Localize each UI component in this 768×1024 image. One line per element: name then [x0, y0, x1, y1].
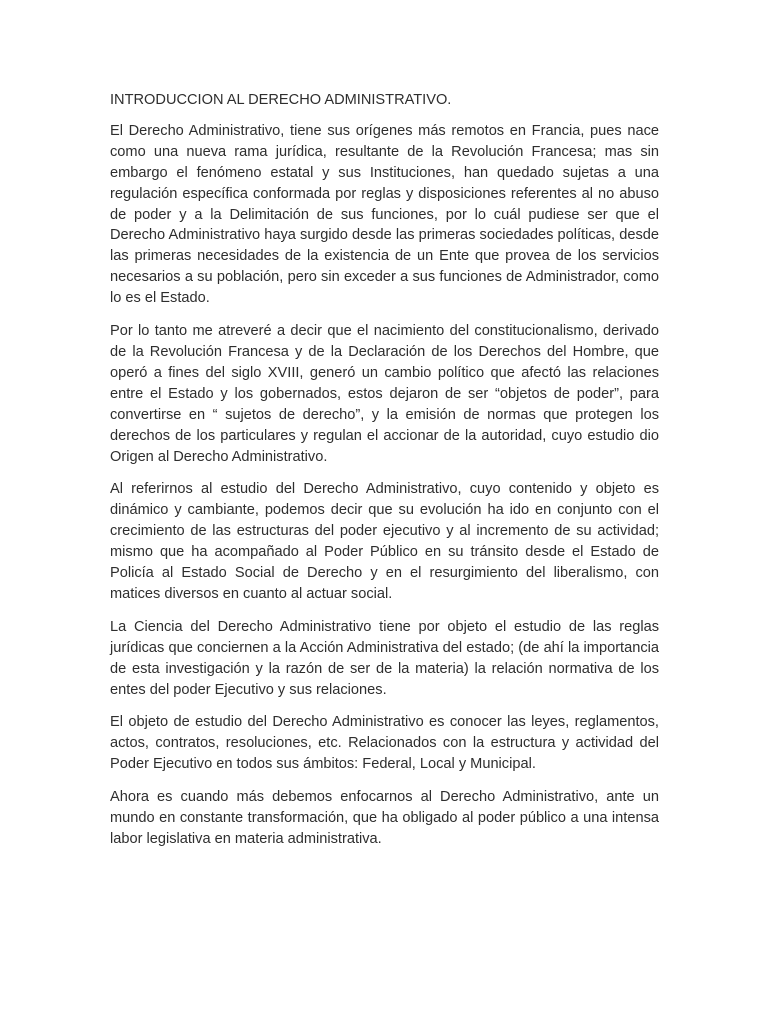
paragraph-4: La Ciencia del Derecho Administrativo tiene por objeto el estudio de las reglas jurídicas que conciernen a la Acción Administrativa del estado; (de ahí la importancia de esta investigación y la razón de ser de la materia) la relación normativa de los entes del poder Ejecutivo y sus relaciones. — [110, 618, 659, 698]
document-body — [110, 90, 659, 862]
document-title: INTRODUCCION AL DERECHO ADMINISTRATIVO. — [110, 92, 452, 108]
paragraph-5: El objeto de estudio del Derecho Administrativo es conocer las leyes, reglamentos, actos, contratos, resoluciones, etc. Relacionados con la estructura y actividad del Poder Ejecutivo en todos sus ámbitos: Federal, Local y Municipal. — [110, 714, 659, 773]
paragraph-6: Ahora es cuando más debemos enfocarnos al Derecho Administrativo, ante un mundo en constante transformación, que ha obligado al poder público a una intensa labor legislativa en materia administrativa. — [110, 789, 659, 847]
paragraph-2: Por lo tanto me atreveré a decir que el nacimiento del constitucionalismo, derivado de la Revolución Francesa y de la Declaración de los Derechos del Hombre, que operó a fines del siglo XVIII, generó un cambio político que afectó las relaciones entre el Estado y los gobernados, estos dejaron de ser “objetos de poder”, para convertirse en “ sujetos de derecho”, y la emisión de normas que protegen los derechos de los particulares y regulan el accionar de la autoridad, cuyo estudio dio Origen al Derecho Administrativo. — [110, 323, 659, 465]
paragraph-3: Al referirnos al estudio del Derecho Administrativo, cuyo contenido y objeto es dinámico y cambiante, podemos decir que su evolución ha ido en conjunto con el crecimiento de las estructuras del poder ejecutivo y al incremento de su actividad; mismo que ha acompañado al Poder Público en su tránsito desde el Estado de Policía al Estado Social de Derecho y en el resurgimiento del liberalismo, con matices diversos en cuanto al actuar social. — [110, 481, 659, 602]
paragraph-1: El Derecho Administrativo, tiene sus orígenes más remotos en Francia, pues nace como una nueva rama jurídica, resultante de la Revolución Francesa; mas sin embargo el fenómeno estatal y sus Instituciones, han quedado sujetas a una regulación específica conformada por reglas y disposiciones referentes al no abuso de poder y a la Delimitación de sus funciones, por lo cuál pudiese ser que el Derecho Administrativo haya surgido desde las primeras sociedades políticas, desde las primeras necesidades de la existencia de un Ente que provea de los servicios necesarios a su población, pero sin exceder a sus funciones de Administrador, como lo es el Estado. — [110, 122, 659, 307]
